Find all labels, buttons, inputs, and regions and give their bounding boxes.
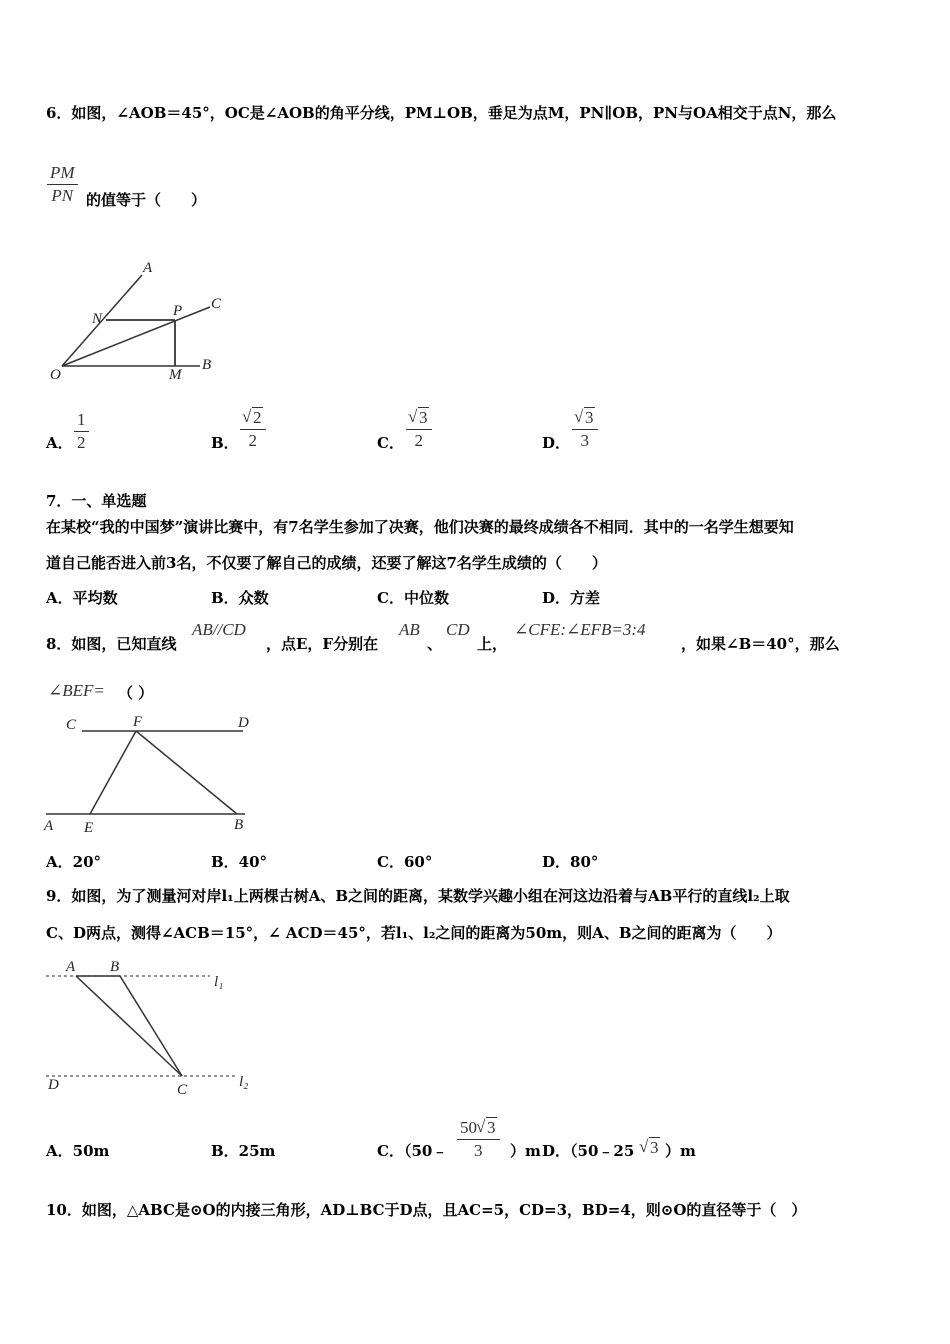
q6-stem: 6．如图，∠AOB＝45°，OC是∠AOB的角平分线，PM⊥OB，垂足为点M，PN∥OB，PN与OA相交于点N，那么	[46, 104, 837, 122]
q6-label-a: A	[143, 260, 153, 276]
q6-label-b: B	[202, 357, 212, 373]
q9-option-c-frac	[457, 1118, 500, 1161]
q9-option-c-post: ）m	[510, 1142, 541, 1160]
q9-option-c-pre: C．（50﹣	[377, 1142, 448, 1160]
q7-option-c: C．中位数	[377, 589, 449, 607]
q8-label-f: F	[133, 714, 143, 730]
q9-label-d: D	[48, 1077, 59, 1093]
q6-figure	[40, 250, 240, 390]
q9-figure	[40, 958, 270, 1103]
q9-option-c-den: 3	[474, 1141, 483, 1160]
q8-line2-text: （ ）	[118, 684, 154, 702]
q6-option-a-num: 1	[77, 410, 86, 429]
q7-option-a: A．平均数	[46, 589, 118, 607]
q8-label-c: C	[66, 717, 77, 733]
q9-line2: C、D两点，测得∠ACB＝15°，∠ ACD＝45°，若l₁、l₂之间的距离为50m，则A、B之间的距离为（ ）	[46, 924, 782, 942]
q8-suffix: ，如果∠B＝40°，那么	[681, 635, 840, 653]
q9-option-d-sqrt	[640, 1138, 660, 1158]
q6-option-d-num: 3	[585, 408, 594, 427]
q9-option-d-rad: 3	[650, 1138, 659, 1157]
q6-fraction	[47, 163, 78, 206]
q8-segment-fe	[90, 731, 136, 814]
q6-label-n: N	[92, 311, 103, 327]
q8-mid1: ，点E，F分别在	[266, 635, 379, 653]
q9-line1: 9．如图，为了测量河对岸l₁上两棵古树A、B之间的距离，某数学兴趣小组在河这边沿着与AB平行的直线l₂上取	[46, 887, 790, 905]
q6-option-a-letter: A．	[46, 434, 73, 452]
q8-option-a: A．20°	[46, 853, 102, 871]
q10-stem: 10．如图，△ABC是⊙O的内接三角形，AD⊥BC于D点，且AC=5，CD=3，BD=4，则⊙O的直径等于（ ）	[46, 1201, 807, 1219]
q8-math-parallel: AB//CD	[192, 620, 246, 639]
q9-option-c-rad: 3	[487, 1118, 496, 1137]
q6-option-b-frac	[240, 408, 266, 451]
q8-mid2: 、	[427, 635, 443, 653]
q8-math-bef: ∠BEF=	[48, 681, 105, 700]
q6-option-b-num: 2	[253, 408, 262, 427]
q9-label-b: B	[110, 959, 120, 975]
q7-option-b: B．众数	[211, 589, 269, 607]
q6-option-a-den: 2	[77, 433, 86, 452]
q8-label-a: A	[44, 818, 54, 834]
q6-option-b-letter: B．	[211, 434, 239, 452]
q9-option-d-pre: D．（50﹣25	[542, 1142, 635, 1160]
q6-ray-oc	[62, 307, 210, 366]
q7-line2: 道自己能否进入前3名，不仅要了解自己的成绩，还要了解这7名学生成绩的（ ）	[46, 554, 607, 572]
q9-option-b: B．25m	[211, 1142, 276, 1160]
q8-option-c: C．60°	[377, 853, 433, 871]
q6-option-c-den: 2	[414, 431, 423, 450]
q6-option-d-frac	[572, 408, 598, 451]
q8-option-d: D．80°	[542, 853, 599, 871]
q6-frac-den: PN	[51, 186, 74, 205]
q6-option-b-den: 2	[248, 431, 257, 450]
q8-math-cd: CD	[446, 620, 470, 639]
q7-header: 7．一、单选题	[46, 492, 147, 510]
q6-label-o: O	[50, 367, 61, 383]
q6-label-c: C	[211, 296, 222, 312]
q6-label-m: M	[169, 367, 182, 383]
q6-option-d-letter: D．	[542, 434, 571, 452]
q7-option-d: D．方差	[542, 589, 601, 607]
q9-label-a: A	[66, 959, 76, 975]
q8-label-d: D	[238, 715, 249, 731]
q9-option-c-num: 50	[460, 1118, 477, 1137]
q6-option-d-den: 3	[580, 431, 589, 450]
q8-figure	[40, 710, 260, 840]
q9-label-c: C	[177, 1082, 188, 1098]
q6-label-p: P	[173, 303, 183, 319]
q6-option-c-num: 3	[419, 408, 428, 427]
q6-frac-num: PM	[50, 163, 75, 182]
q9-label-l2: l₂	[239, 1074, 249, 1090]
q8-label-b: B	[234, 817, 244, 833]
q8-math-ratio: ∠CFE:∠EFB=3:4	[514, 620, 646, 639]
q6-option-c-letter: C．	[377, 434, 404, 452]
q8-math-ab: AB	[399, 620, 420, 639]
q8-prefix: 8．如图，已知直线	[46, 635, 177, 653]
q8-label-e: E	[84, 820, 94, 836]
q6-stem-tail: 的值等于（ ）	[86, 191, 207, 209]
q9-option-d-post: ）m	[665, 1142, 696, 1160]
q6-option-c-frac	[406, 408, 432, 451]
q8-option-b: B．40°	[211, 853, 268, 871]
q8-segment-fb	[136, 731, 237, 814]
q9-option-a: A．50m	[46, 1142, 110, 1160]
q8-mid3: 上，	[477, 635, 508, 653]
q9-label-l1: l₁	[214, 974, 224, 990]
q7-line1: 在某校“我的中国梦”演讲比赛中，有7名学生参加了决赛，他们决赛的最终成绩各不相同．其中的一名学生想要知	[46, 518, 794, 536]
q6-option-a-frac	[74, 410, 89, 453]
